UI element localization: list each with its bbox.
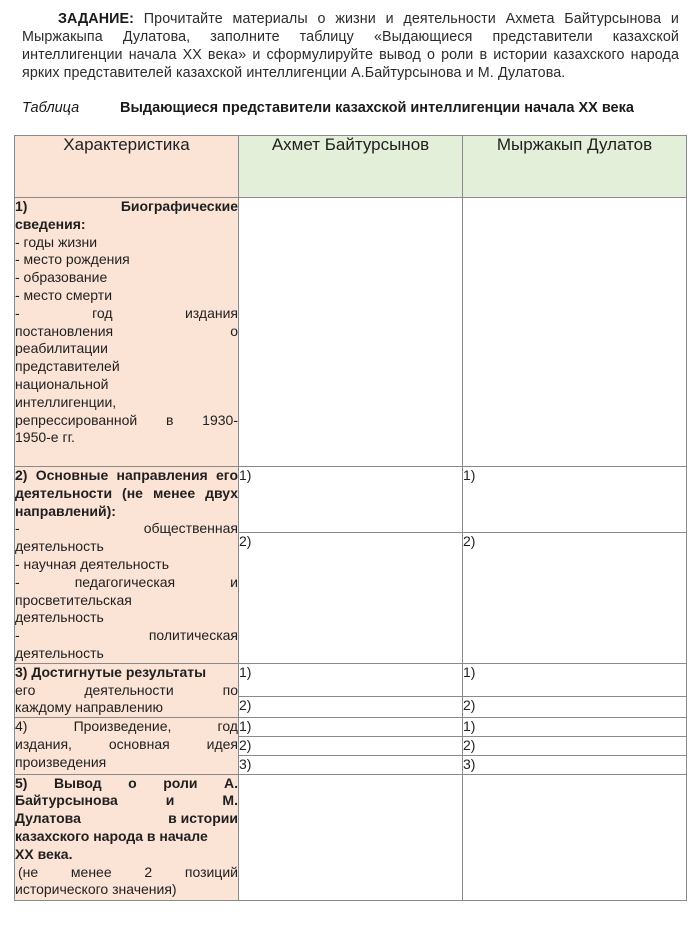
biography-criteria: 1) Биографические сведения: - годы жизни - место рождения - образование - место смерти - год издания постановления о реабилитации представителей национальной интеллигенции, репрессированной в 1930- 1950-е гг. [15, 198, 239, 467]
dulatov-work-3[interactable]: 3) [463, 755, 687, 774]
conclusion-criteria: 5) Вывод о роли А. Байтурсынова и М. Дулатова в истории казахского народа в начале ХХ века. (не менее 2 позиций исторического значения) [15, 774, 239, 900]
baitursynov-conclusion-cell[interactable] [239, 774, 463, 900]
dulatov-biography-cell[interactable] [463, 198, 687, 467]
header-characteristic: Характеристика [15, 136, 239, 198]
row-biography [15, 198, 687, 467]
works-criteria: 4) Произведение, год издания, основная идея произведения [15, 718, 239, 774]
baitursynov-work-2[interactable]: 2) [239, 736, 463, 755]
dulatov-result-2[interactable]: 2) [463, 697, 687, 718]
header-row [15, 136, 687, 198]
table-caption [22, 99, 682, 117]
bio-item-deathplace: - место смерти [15, 286, 113, 303]
results-title: 3) Достигнутые результаты [15, 663, 207, 680]
intelligentsia-table [14, 135, 687, 901]
dulatov-direction-2[interactable]: 2) [463, 532, 687, 663]
dulatov-direction-1[interactable]: 1) [463, 467, 687, 533]
row-directions [15, 467, 687, 533]
task-text: Прочитайте материалы о жизни и деятельности Ахмета Байтурсынова и Мыржакыпа Дулатова, заполните таблицу «Выдающиеся представители казахской интеллигенции начала ХХ века» и сформулируйте вывод о роли в истории казахского народа ярких представителей казахской интеллигенции А.Байтурсынова и М. Дулатова. [22, 11, 679, 81]
baitursynov-biography-cell[interactable] [239, 198, 463, 467]
directions-title: 2) Основные направления его деятельности (не менее двух направлений): [15, 467, 238, 519]
baitursynov-direction-1[interactable]: 1) [239, 467, 463, 533]
task-paragraph [22, 10, 679, 82]
biography-title-rest: сведения: [15, 215, 86, 232]
directions-criteria: 2) Основные направления его деятельности (не менее двух направлений): - общественная деятельность - научная деятельность - педагогическая и просветительская деятельность - политическая деятельность [15, 467, 239, 664]
header-dulatov: Мыржакып Дулатов [463, 136, 687, 198]
baitursynov-result-1[interactable]: 1) [239, 663, 463, 696]
baitursynov-work-3[interactable]: 3) [239, 755, 463, 774]
results-criteria: 3) Достигнутые результаты его деятельности по каждому направлению [15, 663, 239, 717]
caption-title: Выдающиеся представители казахской интеллигенции начала ХХ века [120, 100, 634, 116]
baitursynov-result-2[interactable]: 2) [239, 697, 463, 718]
baitursynov-work-1[interactable]: 1) [239, 718, 463, 737]
bio-item-years: - годы жизни [15, 233, 98, 250]
dulatov-result-1[interactable]: 1) [463, 663, 687, 696]
bio-item-rehab-line1: - год издания [15, 304, 238, 321]
bio-item-education: - образование [15, 269, 108, 286]
caption-label: Таблица [22, 100, 80, 116]
biography-title-word: Биографические [120, 198, 238, 214]
biography-num: 1) [15, 198, 28, 214]
baitursynov-direction-2[interactable]: 2) [239, 532, 463, 663]
bio-item-rehab-line2: постановления о [15, 322, 238, 339]
bio-item-birthplace: - место рождения [15, 251, 130, 268]
dulatov-work-1[interactable]: 1) [463, 718, 687, 737]
row-conclusion [15, 774, 687, 900]
dulatov-conclusion-cell[interactable] [463, 774, 687, 900]
header-baitursynov: Ахмет Байтурсынов [239, 136, 463, 198]
row-works [15, 718, 687, 737]
bio-item-rehab-line3: репрессированной в 1930- [15, 411, 238, 428]
task-label: ЗАДАНИЕ: [58, 11, 135, 27]
row-results [15, 663, 687, 696]
dulatov-work-2[interactable]: 2) [463, 736, 687, 755]
